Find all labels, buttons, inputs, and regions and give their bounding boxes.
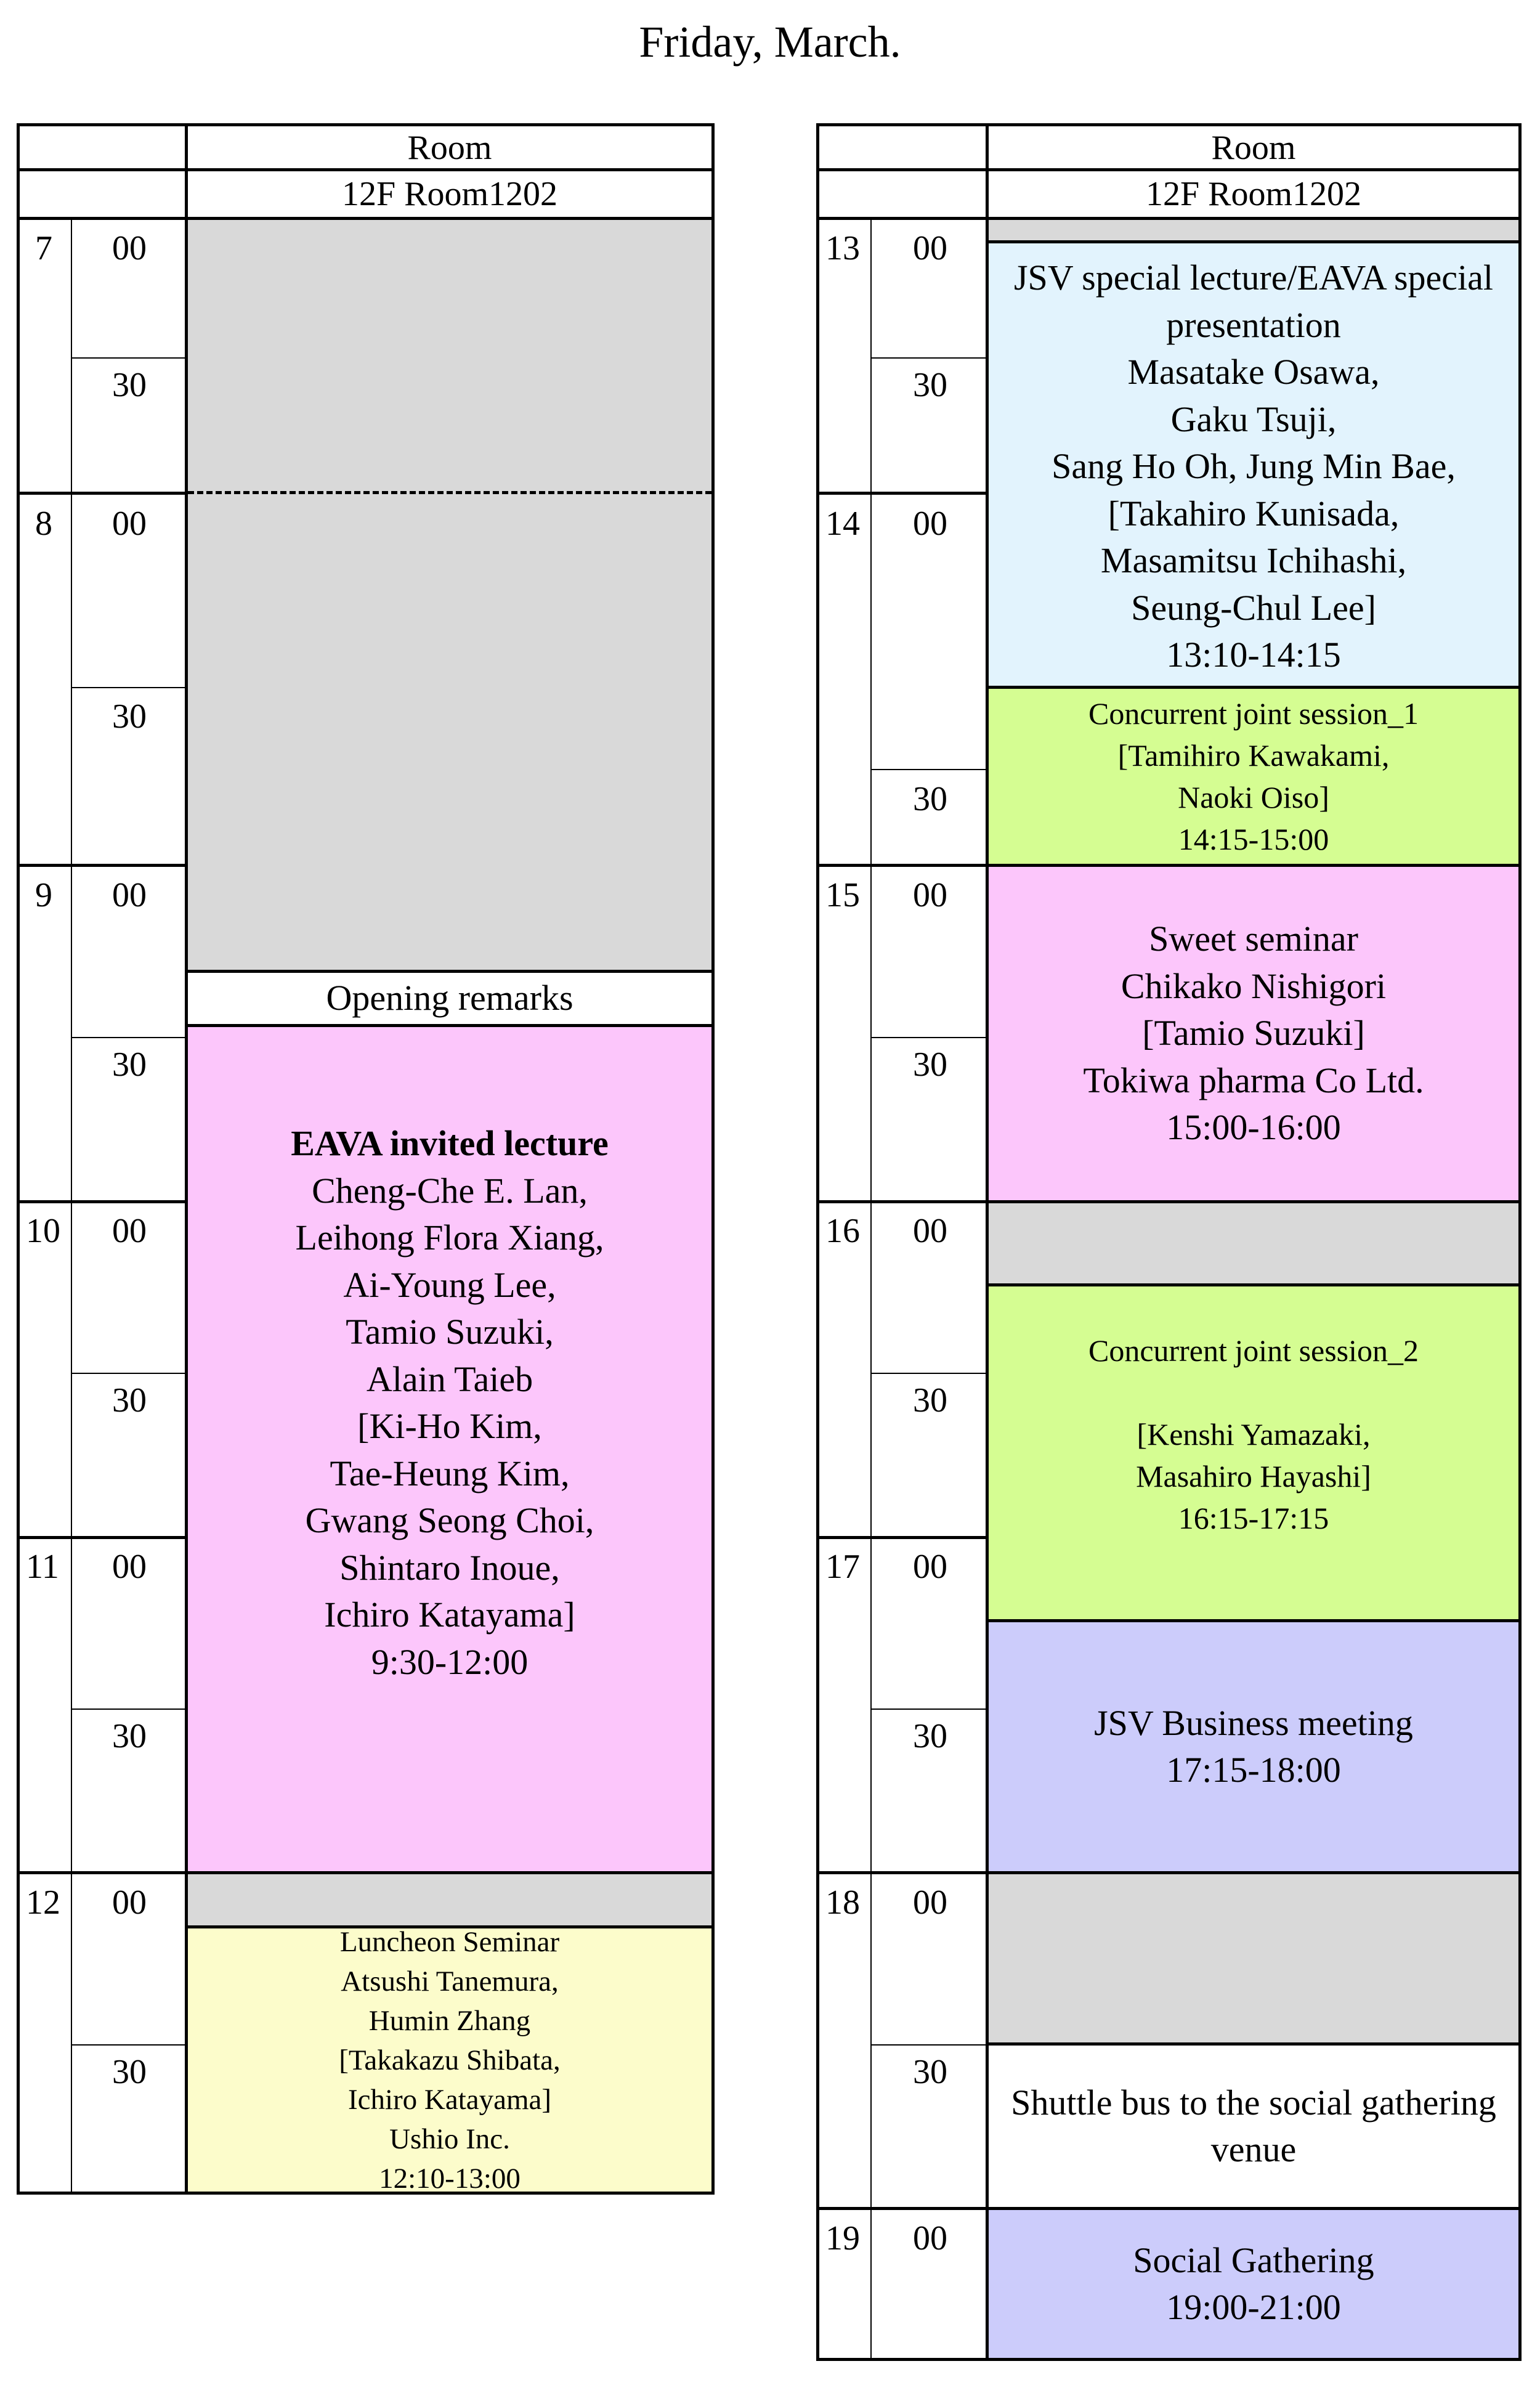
left-hour-label: 8 — [35, 505, 52, 543]
sweet-line: Chikako Nishigori — [1121, 965, 1387, 1006]
right-empty-block-gray — [989, 1203, 1518, 1286]
jsv-line: Seung-Chul Lee] — [1131, 587, 1376, 628]
left-minute-label: 00 — [112, 1883, 147, 1922]
right-hour-label: 14 — [825, 505, 860, 543]
right-hour-label: 18 — [825, 1883, 860, 1922]
concurrent1-line: Naoki Oiso] — [1178, 780, 1329, 815]
right-empty-block-gray — [989, 1874, 1518, 2046]
concurrent2-line: Concurrent joint session_2 — [1088, 1333, 1419, 1368]
jsv-line: Masamitsu Ichihashi, — [1100, 540, 1407, 580]
right-minute-label: 30 — [913, 366, 947, 404]
eava-line: Tamio Suzuki, — [346, 1312, 554, 1352]
right-minute-label: 00 — [913, 229, 947, 267]
right-hour-label: 13 — [825, 229, 860, 267]
right-header-room-label: Room — [1211, 129, 1296, 167]
right-empty-block-gray — [989, 220, 1518, 242]
eava-invited-lecture-title: EAVA invited lecture — [291, 1123, 609, 1163]
concurrent-session-2-block — [986, 1283, 1522, 1622]
right-hour-label: 17 — [825, 1548, 860, 1586]
jsv-line: Masatake Osawa, — [1127, 352, 1380, 392]
right-header-room-name: 12F Room1202 — [1145, 175, 1362, 213]
concurrent1-time: 14:15-15:00 — [1178, 822, 1329, 856]
left-minute-label: 30 — [112, 1046, 147, 1084]
sweet-line: Sweet seminar — [1149, 919, 1358, 959]
jsv-line: Gaku Tsuji, — [1170, 399, 1337, 439]
right-minute-label: 30 — [913, 1046, 947, 1084]
concurrent2-line: [Kenshi Yamazaki, — [1137, 1417, 1371, 1452]
jsv-line: Sang Ho Oh, Jung Min Bae, — [1052, 446, 1456, 486]
left-minute-label: 00 — [112, 229, 147, 267]
luncheon-line: Luncheon Seminar — [339, 1925, 560, 1958]
left-hour-label: 7 — [35, 229, 52, 267]
left-minute-label: 30 — [112, 1381, 147, 1420]
concurrent2-time: 16:15-17:15 — [1178, 1501, 1329, 1535]
left-empty-block-gray — [188, 1874, 711, 1928]
concurrent2-line: Masahiro Hayashi] — [1136, 1459, 1371, 1493]
concurrent-session-1-block — [986, 686, 1522, 867]
luncheon-seminar-block — [185, 1925, 715, 2195]
left-minute-label: 30 — [112, 366, 147, 404]
left-minute-label: 30 — [112, 697, 147, 736]
page-title: Friday, March. — [639, 17, 901, 67]
left-minute-label: 00 — [112, 876, 147, 914]
eava-line: [Ki-Ho Kim, — [357, 1406, 542, 1446]
eava-line: Tae-Heung Kim, — [330, 1453, 570, 1493]
left-empty-block-gray — [188, 220, 711, 973]
right-minute-label: 00 — [913, 1212, 947, 1250]
luncheon-line: Ichiro Katayama] — [347, 2083, 552, 2116]
eava-line: Gwang Seong Choi, — [305, 1500, 594, 1540]
eava-invited-lecture-block — [185, 1024, 715, 1874]
luncheon-time: 12:10-13:00 — [379, 2162, 521, 2195]
right-hour-label: 19 — [825, 2219, 860, 2257]
sweet-line: Tokiwa pharma Co Ltd. — [1083, 1060, 1424, 1100]
opening-remarks-block — [185, 970, 715, 1027]
shuttle-line: Shuttle bus to the social gathering — [1011, 2082, 1496, 2123]
opening-remarks-title: Opening remarks — [326, 978, 573, 1018]
jsv-line: presentation — [1166, 304, 1341, 345]
social-gathering-block — [986, 2207, 1522, 2361]
luncheon-line: Atsushi Tanemura, — [341, 1965, 559, 1997]
sweet-line: [Tamio Suzuki] — [1142, 1013, 1365, 1054]
eava-line: Cheng-Che E. Lan, — [312, 1170, 588, 1211]
left-hour-label: 12 — [26, 1883, 60, 1922]
luncheon-line: Humin Zhang — [368, 2004, 531, 2037]
eava-line: Leihong Flora Xiang, — [295, 1217, 604, 1258]
right-minute-label: 00 — [913, 505, 947, 543]
jsv-line: [Takahiro Kunisada, — [1108, 493, 1400, 534]
left-hour-label: 9 — [35, 876, 52, 914]
left-minute-label: 30 — [112, 2053, 147, 2091]
eava-line: Shintaro Inoue, — [339, 1547, 560, 1588]
eava-line: Ai-Young Lee, — [343, 1264, 556, 1305]
concurrent1-line: [Tamihiro Kawakami, — [1117, 738, 1390, 773]
left-hour-label: 10 — [26, 1212, 60, 1250]
right-minute-label: 00 — [913, 1883, 947, 1922]
eava-time: 9:30-12:00 — [371, 1641, 529, 1682]
left-hour-label: 11 — [26, 1548, 59, 1586]
right-minute-label: 30 — [913, 780, 947, 818]
right-minute-label: 30 — [913, 1381, 947, 1420]
shuttle-bus-block — [986, 2042, 1522, 2210]
sweet-time: 15:00-16:00 — [1166, 1107, 1341, 1148]
right-minute-label: 00 — [913, 1548, 947, 1586]
right-minute-label: 00 — [913, 2219, 947, 2257]
left-dashed-divider — [188, 491, 711, 494]
business-line: JSV Business meeting — [1094, 1702, 1413, 1743]
left-minute-label: 00 — [112, 505, 147, 543]
jsv-business-meeting-block — [986, 1619, 1522, 1874]
luncheon-line: Ushio Inc. — [389, 2123, 510, 2155]
jsv-line: JSV special lecture/EAVA special — [1013, 258, 1494, 298]
right-minute-label: 30 — [913, 2053, 947, 2091]
right-minute-label: 30 — [913, 1717, 947, 1755]
jsv-special-lecture-block — [986, 240, 1522, 689]
right-hour-label: 16 — [825, 1212, 860, 1250]
concurrent1-line: Concurrent joint session_1 — [1088, 696, 1419, 731]
sweet-seminar-block — [986, 864, 1522, 1203]
eava-line: Ichiro Katayama] — [324, 1595, 575, 1635]
jsv-time: 13:10-14:15 — [1166, 635, 1341, 675]
social-line: Social Gathering — [1133, 2240, 1374, 2280]
business-time: 17:15-18:00 — [1166, 1750, 1341, 1790]
luncheon-line: [Takakazu Shibata, — [339, 2044, 561, 2076]
left-minute-label: 00 — [112, 1212, 147, 1250]
left-minute-label: 00 — [112, 1548, 147, 1586]
shuttle-line: venue — [1210, 2129, 1297, 2169]
left-header-room-name: 12F Room1202 — [341, 175, 558, 213]
social-time: 19:00-21:00 — [1166, 2287, 1341, 2327]
eava-line: Alain Taieb — [366, 1359, 533, 1399]
left-header-room-label: Room — [407, 129, 492, 167]
right-hour-label: 15 — [825, 876, 860, 914]
left-minute-label: 30 — [112, 1717, 147, 1755]
right-minute-label: 00 — [913, 876, 947, 914]
